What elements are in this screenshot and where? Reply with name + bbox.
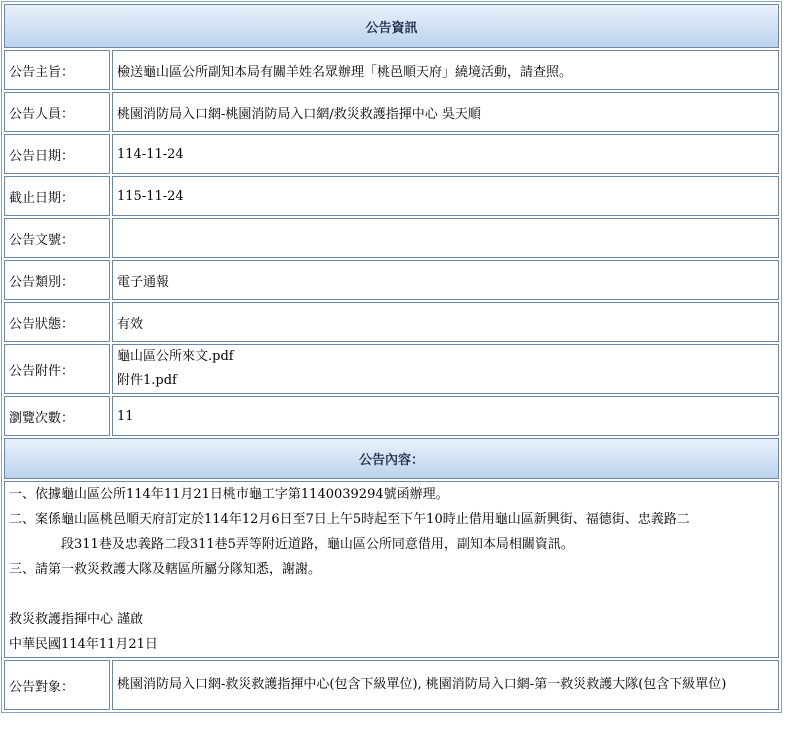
notice-content xyxy=(4,481,779,658)
field-row-doc-number xyxy=(4,218,779,258)
field-row-category xyxy=(4,260,779,300)
field-row-publish-date xyxy=(4,134,779,174)
notice-content-header: 公告內容： xyxy=(4,438,779,479)
doc-number-value xyxy=(112,218,779,258)
category-value: 電子通報 xyxy=(112,260,779,300)
end-date-value: 115-11-24 xyxy=(112,176,779,216)
content-row xyxy=(4,481,779,658)
attachment-link[interactable]: 龜山區公所來文.pdf xyxy=(117,349,234,364)
views-value: 11 xyxy=(112,396,779,436)
field-row-status xyxy=(4,302,779,342)
status-label: 公告狀態： xyxy=(4,302,110,342)
attachment-link[interactable]: 附件1.pdf xyxy=(117,373,177,388)
publish-date-label: 公告日期： xyxy=(4,134,110,174)
notice-info-header: 公告資訊 xyxy=(4,4,779,48)
category-label: 公告類別： xyxy=(4,260,110,300)
publisher-value: 桃園消防局入口網-桃園消防局入口網/救災救護指揮中心 吳天順 xyxy=(112,92,779,132)
end-date-label: 截止日期： xyxy=(4,176,110,216)
field-row-target xyxy=(4,660,779,710)
target-label: 公告對象： xyxy=(4,660,110,710)
content-line-1: 一、依據龜山區公所114年11月21日桃市龜工字第1140039294號函辦理。 xyxy=(9,487,449,502)
field-row-end-date xyxy=(4,176,779,216)
content-date: 中華民國114年11月21日 xyxy=(9,637,158,652)
field-row-publisher xyxy=(4,92,779,132)
subject-value: 檢送龜山區公所副知本局有關羊姓名眾辦理「桃邑順天府」繞境活動，請查照。 xyxy=(112,50,779,90)
publisher-label: 公告人員： xyxy=(4,92,110,132)
content-line-3: 三、請第一救災救護大隊及轄區所屬分隊知悉，謝謝。 xyxy=(9,562,322,577)
content-line-2-cont: 段311巷及忠義路二段311巷5弄等附近道路，龜山區公所同意借用，副知本局相關資訊。 xyxy=(61,537,574,552)
target-value: 桃園消防局入口網-救災救護指揮中心(包含下級單位), 桃園消防局入口網-第一救災救護大隊(包含下級單位) xyxy=(112,660,779,710)
status-value: 有效 xyxy=(112,302,779,342)
attachments-value xyxy=(112,344,779,394)
content-line-2: 二、案係龜山區桃邑順天府訂定於114年12月6日至7日上午5時起至下午10時止借用龜山區新興街、福德街、忠義路二 xyxy=(9,512,690,527)
field-row-views xyxy=(4,396,779,436)
content-blank-line xyxy=(9,582,774,607)
field-row-subject xyxy=(4,50,779,90)
attachments-label: 公告附件： xyxy=(4,344,110,394)
publish-date-value: 114-11-24 xyxy=(112,134,779,174)
content-signature: 救災救護指揮中心 謹啟 xyxy=(9,612,144,627)
views-label: 瀏覽次數： xyxy=(4,396,110,436)
field-row-attachments xyxy=(4,344,779,394)
doc-number-label: 公告文號： xyxy=(4,218,110,258)
subject-label: 公告主旨： xyxy=(4,50,110,90)
notice-table xyxy=(1,1,782,713)
